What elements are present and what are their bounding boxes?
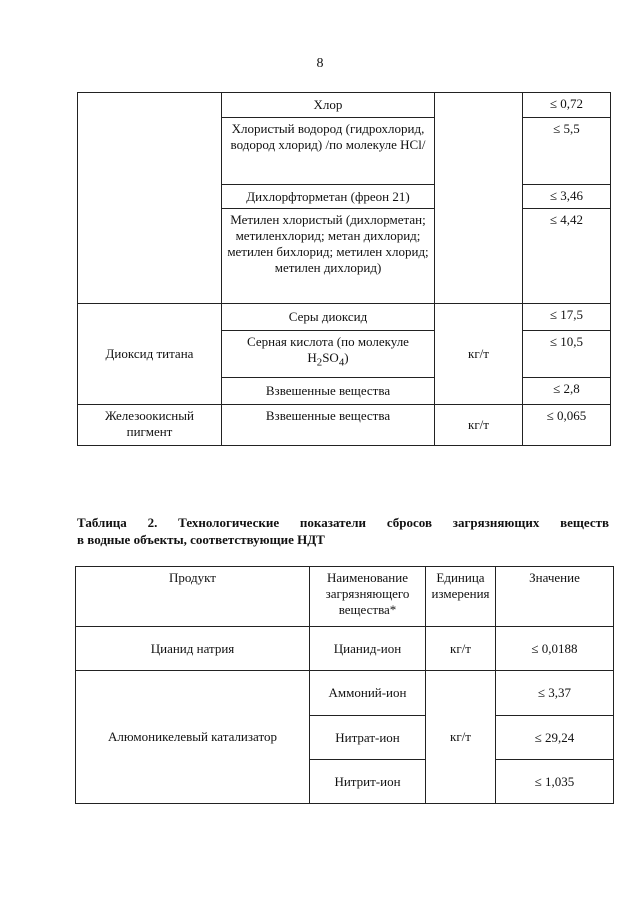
table-caption-line2: в водные объекты, соответствующие НДТ (77, 532, 325, 547)
table-row (78, 304, 611, 331)
table-row (76, 671, 614, 716)
header-product: Продукт (76, 567, 310, 627)
value-cell: ≤ 5,5 (523, 118, 611, 185)
unit-cell: кг/т (426, 671, 496, 804)
value-cell: ≤ 29,24 (496, 716, 614, 760)
table-header-row (76, 567, 614, 627)
table-row (78, 405, 611, 446)
substance-cell: Цианид-ион (310, 627, 426, 671)
substance-cell: Серы диоксид (222, 304, 435, 331)
sulfuric-acid-text: SO (322, 350, 339, 365)
header-unit: Единица измерения (426, 567, 496, 627)
unit-cell: кг/т (426, 627, 496, 671)
substance-cell: Метилен хлористый (дихлорметан; метиленхлорид; метан дихлорид; метилен бихлорид; метилен хлорид; метилен дихлорид) (222, 209, 435, 304)
discharge-table (75, 566, 614, 804)
value-cell: ≤ 3,46 (523, 185, 611, 209)
value-cell: ≤ 10,5 (523, 331, 611, 378)
substance-cell: Хлор (222, 93, 435, 118)
header-value: Значение (496, 567, 614, 627)
value-cell: ≤ 0,72 (523, 93, 611, 118)
substance-cell: Нитрат-ион (310, 716, 426, 760)
value-cell: ≤ 4,42 (523, 209, 611, 304)
sulfuric-acid-text: ) (344, 350, 349, 365)
substance-cell: Взвешенные вещества (222, 405, 435, 446)
sulfuric-acid-text: Серная кислота (по молекуле H (247, 334, 409, 365)
substance-cell (222, 331, 435, 378)
unit-cell-empty (435, 93, 523, 304)
substance-cell: Хлористый водород (гидрохлорид, водород хлорид) /по молекуле HCl/ (222, 118, 435, 185)
subscript: 4 (338, 356, 345, 369)
subscript: 2 (316, 356, 323, 369)
value-cell: ≤ 17,5 (523, 304, 611, 331)
table-caption: Таблица 2. Технологические показатели сбросов загрязняющих веществ (77, 515, 609, 530)
page-number: 8 (316, 56, 324, 71)
product-cell: Алюмоникелевый катализатор (76, 671, 310, 804)
value-cell: ≤ 1,035 (496, 760, 614, 804)
value-cell: ≤ 3,37 (496, 671, 614, 716)
product-cell: Железоокисный пигмент (78, 405, 222, 446)
substance-cell: Аммоний-ион (310, 671, 426, 716)
product-cell: Цианид натрия (76, 627, 310, 671)
substance-cell: Взвешенные вещества (222, 378, 435, 405)
unit-cell: кг/т (435, 304, 523, 405)
value-cell: ≤ 0,0188 (496, 627, 614, 671)
substance-cell: Дихлорфторметан (фреон 21) (222, 185, 435, 209)
value-cell: ≤ 0,065 (523, 405, 611, 446)
value-cell: ≤ 2,8 (523, 378, 611, 405)
product-cell-empty (78, 93, 222, 304)
header-substance: Наименование загрязняющего вещества* (310, 567, 426, 627)
emissions-table-continued (77, 92, 611, 446)
table-row (76, 627, 614, 671)
unit-cell: кг/т (435, 405, 523, 446)
product-cell: Диоксид титана (78, 304, 222, 405)
table-row (78, 93, 611, 118)
substance-cell: Нитрит-ион (310, 760, 426, 804)
